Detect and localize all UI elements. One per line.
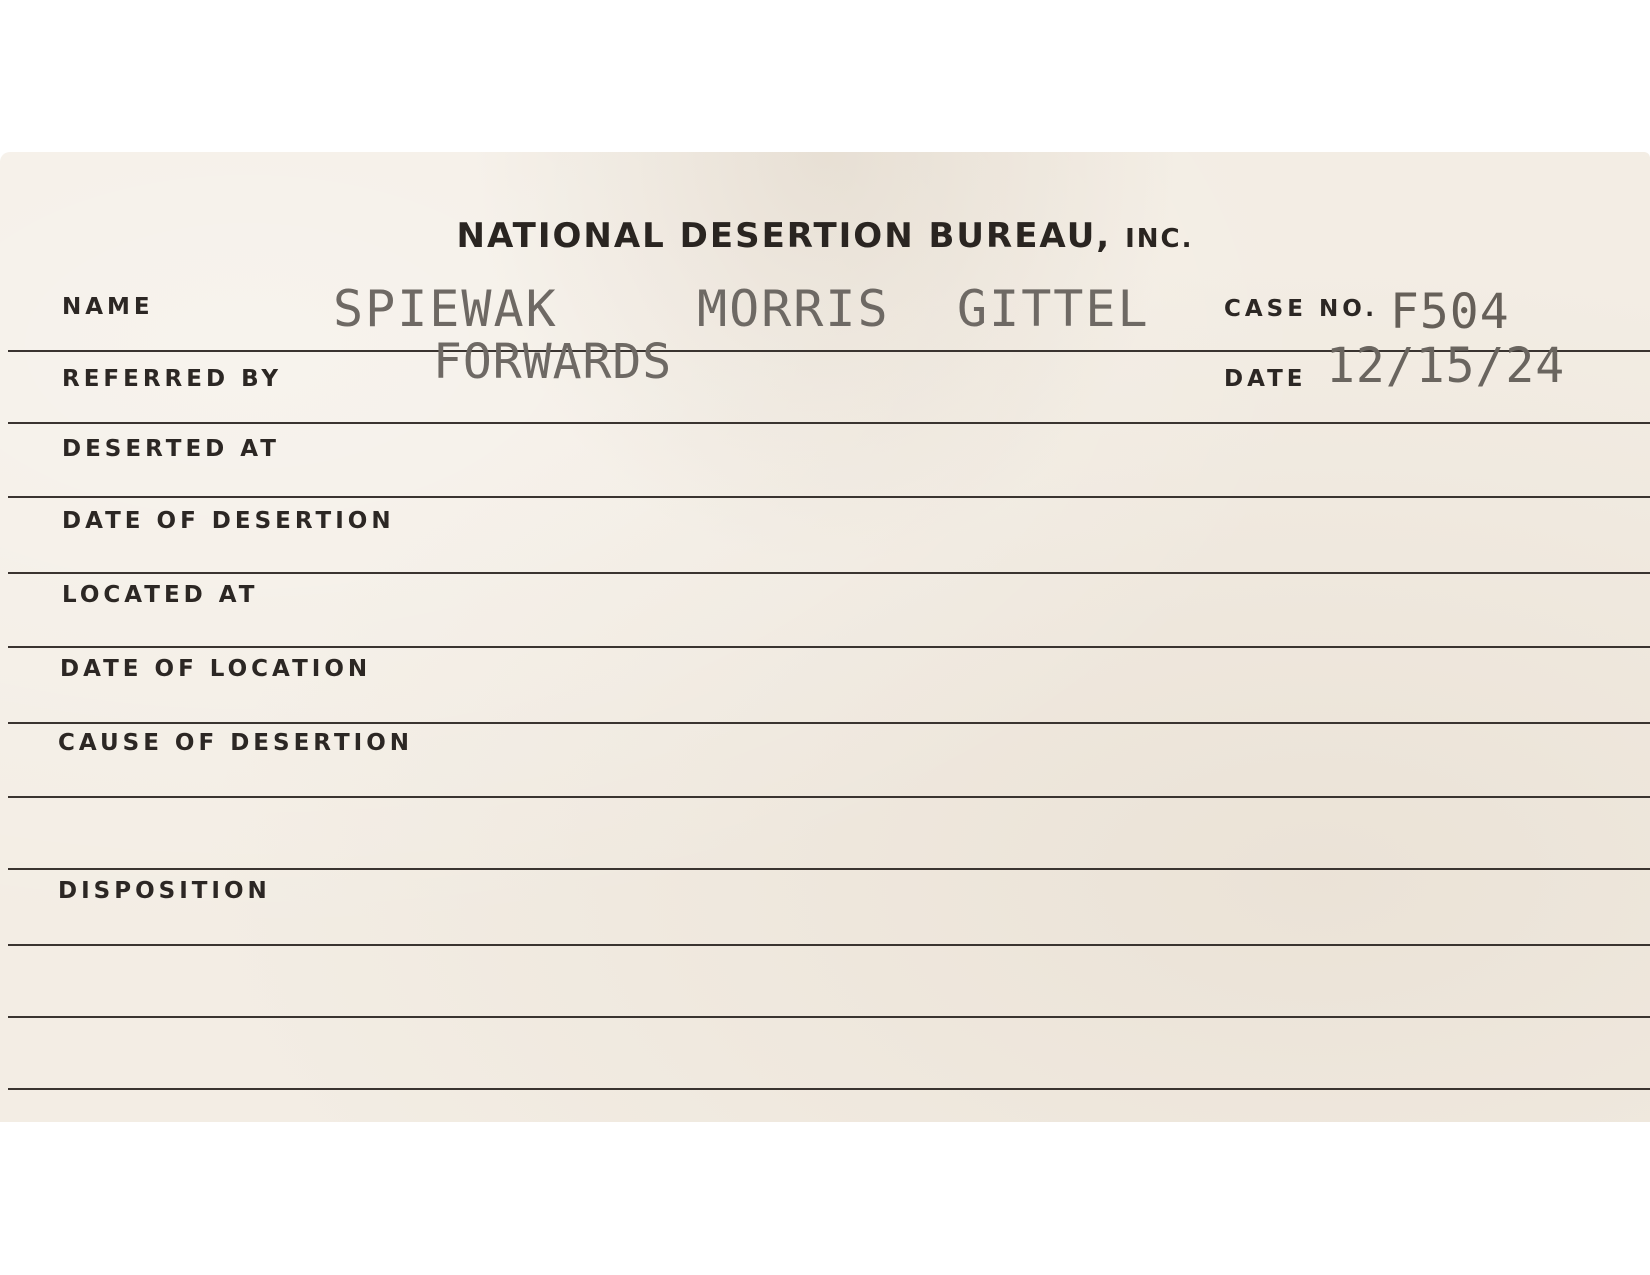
cause-of-desertion-rule <box>8 796 1650 798</box>
located-at-label: LOCATED AT <box>62 582 259 608</box>
header-title: NATIONAL DESERTION BUREAU, <box>456 216 1112 256</box>
card-header <box>0 216 1650 256</box>
referred-by-value: FORWARDS <box>433 334 673 390</box>
case-no-label: CASE NO. <box>1224 296 1378 322</box>
date-label: DATE <box>1224 366 1307 392</box>
date-of-location-label: DATE OF LOCATION <box>60 656 372 682</box>
name-label: NAME <box>62 294 154 320</box>
cause-of-desertion-label: CAUSE OF DESERTION <box>58 730 414 756</box>
disposition-label: DISPOSITION <box>58 878 271 904</box>
date-of-location-rule <box>8 722 1650 724</box>
case-no-value: F504 <box>1390 284 1510 340</box>
referred-by-rule <box>8 422 1650 424</box>
deserted-at-rule <box>8 496 1650 498</box>
name-surname-value: SPIEWAK <box>333 280 558 338</box>
name-given-value: MORRIS <box>697 280 890 338</box>
header-inc: INC. <box>1125 224 1194 254</box>
disposition-extra-rule-1 <box>8 1016 1650 1018</box>
located-at-rule <box>8 646 1650 648</box>
date-value: 12/15/24 <box>1326 338 1566 394</box>
date-of-desertion-label: DATE OF DESERTION <box>62 508 395 534</box>
disposition-extra-rule-2 <box>8 1088 1650 1090</box>
index-card <box>0 152 1650 1122</box>
referred-by-label: REFERRED BY <box>62 366 283 392</box>
deserted-at-label: DESERTED AT <box>62 436 280 462</box>
disposition-rule <box>8 944 1650 946</box>
cause-of-desertion-extra-rule <box>8 868 1650 870</box>
name-spouse-value: GITTEL <box>957 280 1150 338</box>
date-of-desertion-rule <box>8 572 1650 574</box>
